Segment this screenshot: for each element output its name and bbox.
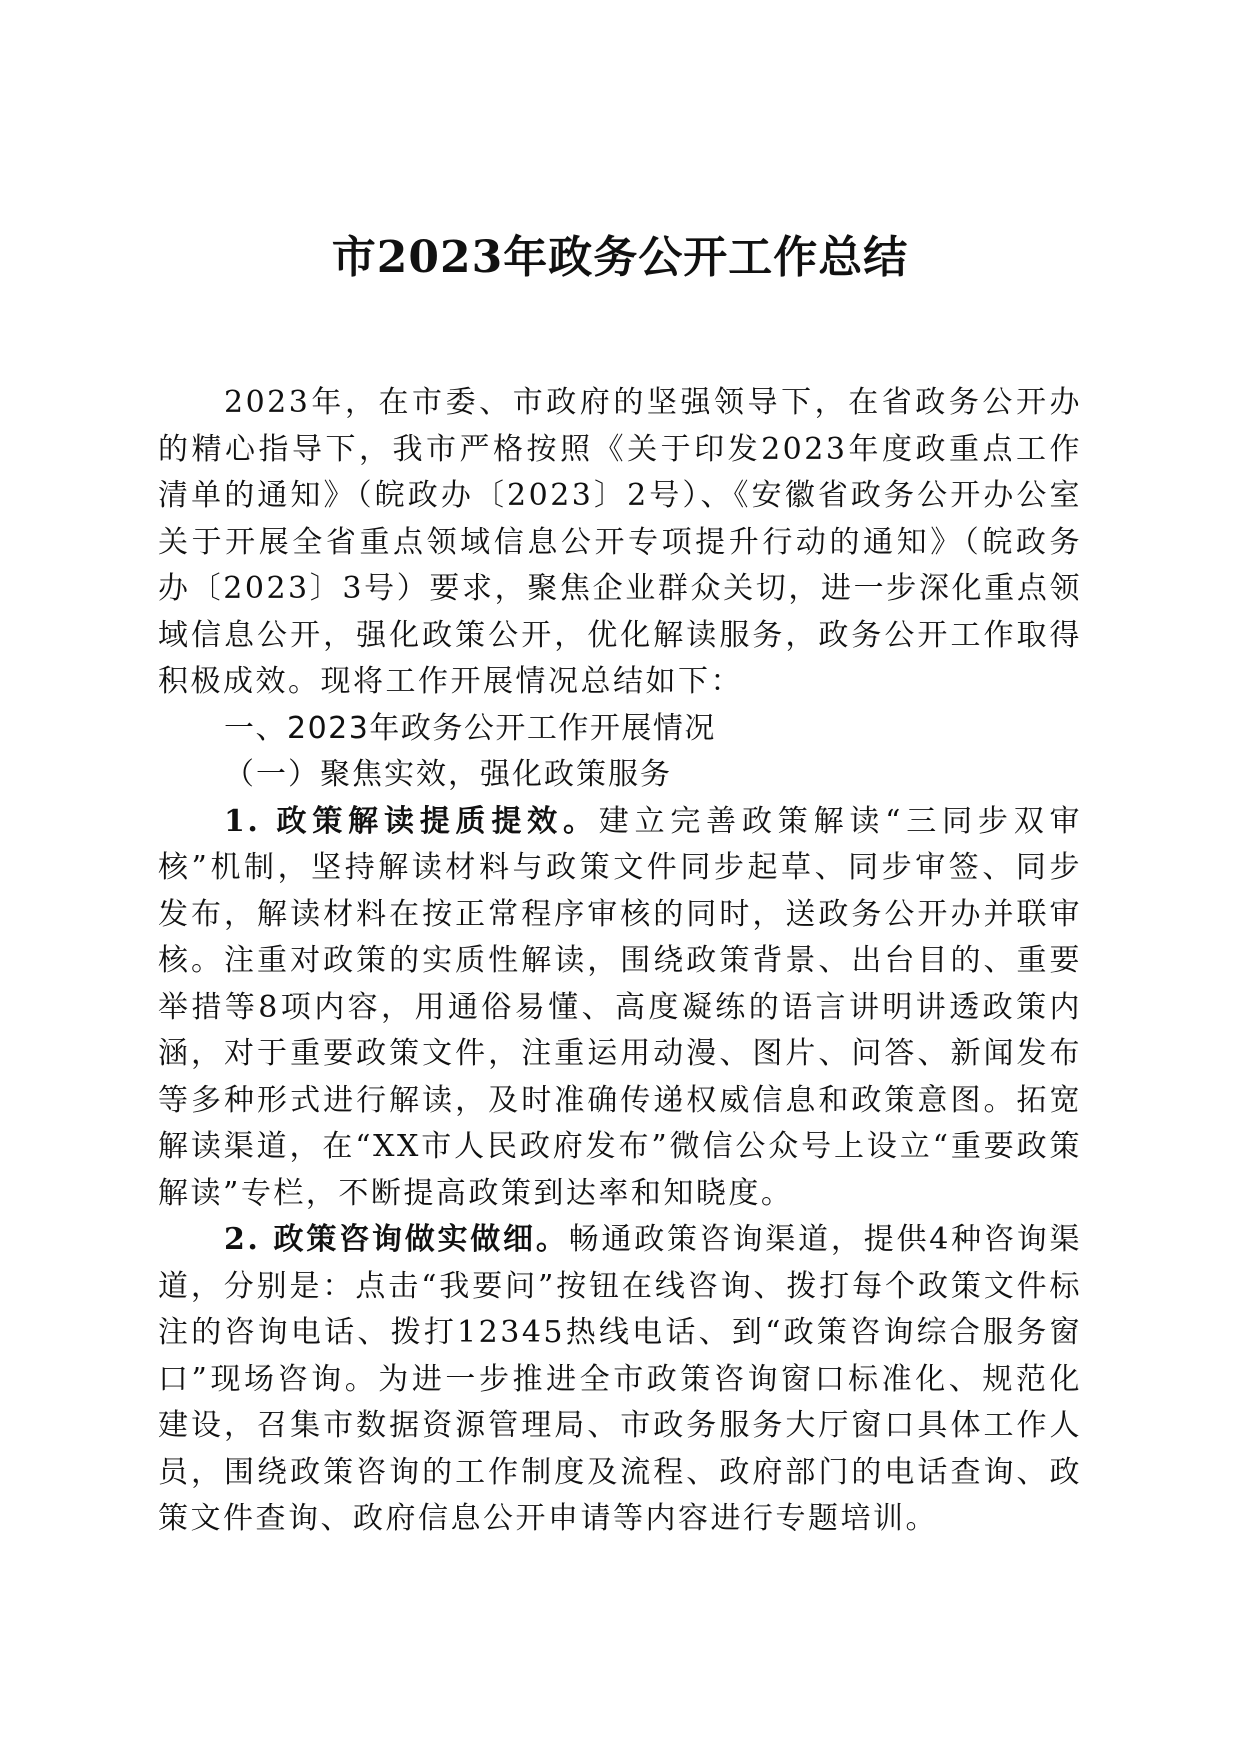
item-1-paragraph: [158, 799, 1082, 1218]
subsection-heading: （一）聚焦实效，强化政策服务: [224, 757, 672, 792]
item-1-text: 建立完善政策解读“三同步双审核”机制，坚持解读材料与政策文件同步起草、同步审签、同步发布，解读材料在按正常程序审核的同时，送政务公开办并联审核。注重对政策的实质性解读，围绕政策背景、出台目的、重要举措等8项内容，用通俗易懂、高度凝练的语言讲明讲透政策内涵，对于重要政策文件，注重运用动漫、图片、问答、新闻发布等多种形式进行解读，及时准确传递权威信息和政策意图。拓宽解读渠道，在“XX市人民政府发布”微信公众号上设立“重要政策解读”专栏，不断提高政策到达率和知晓度。: [158, 803, 1082, 1211]
item-2-lead: 2. 政策咨询做实做细。: [224, 1222, 569, 1257]
intro-paragraph: 2023年，在市委、市政府的坚强领导下，在省政务公开办的精心指导下，我市严格按照《关于印发2023年度政重点工作清单的通知》（皖政办〔2023〕2号）、《安徽省政务公开办公室关于开展全省重点领域信息公开专项提升行动的通知》（皖政务办〔2023〕3号）要求，聚焦企业群众关切，进一步深化重点领域信息公开，强化政策公开，优化解读服务，政务公开工作取得积极成效。现将工作开展情况总结如下：: [158, 385, 1082, 699]
section-heading: 一、2023年政务公开工作开展情况: [224, 710, 716, 746]
document-body: [158, 380, 1082, 1543]
item-2-text: 畅通政策咨询渠道，提供4种咨询渠道，分别是：点击“我要问”按钮在线咨询、拨打每个政策文件标注的咨询电话、拨打12345热线电话、到“政策咨询综合服务窗口”现场咨询。为进一步推进全市政策咨询窗口标准化、规范化建设，召集市数据资源管理局、市政务服务大厅窗口具体工作人员，围绕政策咨询的工作制度及流程、政府部门的电话查询、政策文件查询、政府信息公开申请等内容进行专题培训。: [158, 1222, 1082, 1536]
document-title: 市2023年政务公开工作总结: [331, 232, 909, 283]
item-2-paragraph: [158, 1217, 1082, 1543]
item-1-lead: 1. 政策解读提质提效。: [224, 803, 599, 839]
